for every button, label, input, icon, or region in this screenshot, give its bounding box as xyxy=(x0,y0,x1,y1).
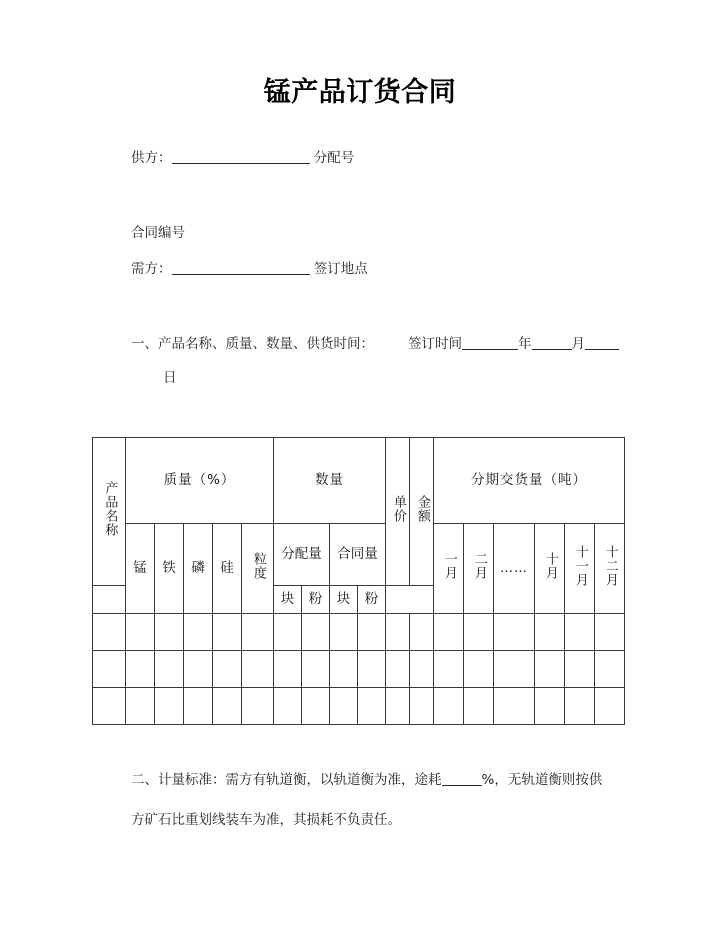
cell[interactable] xyxy=(595,614,625,651)
cell[interactable] xyxy=(274,651,302,688)
header-allocation-lump: 块 xyxy=(274,586,302,614)
cell[interactable] xyxy=(386,688,410,725)
cell[interactable] xyxy=(93,614,126,651)
cell[interactable] xyxy=(213,614,242,651)
section-two-text-b: %，无轨道衡则按供 xyxy=(481,772,603,788)
cell[interactable] xyxy=(330,651,358,688)
header-quality-fe: 铁 xyxy=(155,524,184,614)
cell[interactable] xyxy=(184,688,213,725)
buyer-line xyxy=(131,258,368,280)
header-month-2: 二月 xyxy=(464,524,494,614)
cell[interactable] xyxy=(274,614,302,651)
header-unit-price: 单价 xyxy=(386,438,410,586)
contract-number-line xyxy=(131,222,185,244)
buyer-input-blank[interactable] xyxy=(172,260,310,275)
cell[interactable] xyxy=(494,688,535,725)
table-row[interactable] xyxy=(93,614,625,651)
cell[interactable] xyxy=(410,688,434,725)
cell[interactable] xyxy=(494,651,535,688)
transit-loss-blank[interactable] xyxy=(442,771,482,786)
contract-table xyxy=(92,437,625,725)
supplier-label: 供方： xyxy=(131,150,172,166)
cell[interactable] xyxy=(535,651,565,688)
header-quality-granularity: 粒度 xyxy=(242,524,274,614)
cell[interactable] xyxy=(494,614,535,651)
cell[interactable] xyxy=(358,614,386,651)
cell[interactable] xyxy=(434,651,464,688)
header-quality-si: 硅 xyxy=(213,524,242,614)
allocation-number-label: 分配号 xyxy=(313,150,355,166)
header-quality-mn: 锰 xyxy=(126,524,155,614)
header-contract-quantity: 合同量 xyxy=(330,524,386,586)
header-month-ellipsis: …… xyxy=(494,524,535,614)
cell[interactable] xyxy=(410,614,434,651)
header-amount: 金额 xyxy=(410,438,434,586)
cell[interactable] xyxy=(242,614,274,651)
cell[interactable] xyxy=(565,688,595,725)
cell[interactable] xyxy=(464,614,494,651)
cell[interactable] xyxy=(126,614,155,651)
cell[interactable] xyxy=(386,614,410,651)
signing-day-blank[interactable] xyxy=(585,335,619,350)
table-header-sub-row xyxy=(93,524,625,586)
cell[interactable] xyxy=(302,688,330,725)
header-allocation-powder: 粉 xyxy=(302,586,330,614)
header-quantity: 数量 xyxy=(274,438,386,524)
section-two-line-2 xyxy=(131,804,401,836)
cell[interactable] xyxy=(155,614,184,651)
cell[interactable] xyxy=(358,651,386,688)
signing-year-blank[interactable] xyxy=(462,335,518,350)
header-product-name: 产品名称 xyxy=(93,438,126,586)
cell[interactable] xyxy=(535,614,565,651)
signing-month-blank[interactable] xyxy=(532,335,572,350)
day-label: 日 xyxy=(163,370,177,386)
cell[interactable] xyxy=(434,688,464,725)
cell[interactable] xyxy=(242,651,274,688)
cell[interactable] xyxy=(410,651,434,688)
cell[interactable] xyxy=(126,651,155,688)
section-one-heading-line xyxy=(131,333,619,355)
cell[interactable] xyxy=(93,651,126,688)
table-header-group-row xyxy=(93,438,625,524)
contract-number-label: 合同编号 xyxy=(131,225,185,241)
cell[interactable] xyxy=(330,614,358,651)
supplier-line xyxy=(131,147,354,169)
cell[interactable] xyxy=(595,688,625,725)
cell[interactable] xyxy=(242,688,274,725)
cell[interactable] xyxy=(155,651,184,688)
cell[interactable] xyxy=(464,688,494,725)
section-two-text-c: 方矿石比重划线装车为准，其损耗不负责任。 xyxy=(131,812,401,828)
cell[interactable] xyxy=(302,614,330,651)
supplier-input-blank[interactable] xyxy=(172,149,310,164)
contract-table-wrapper xyxy=(92,437,625,725)
signing-place-label: 签订地点 xyxy=(313,261,368,277)
month-label: 月 xyxy=(571,336,585,352)
cell[interactable] xyxy=(565,614,595,651)
section-one-heading: 一、产品名称、质量、数量、供货时间： xyxy=(131,336,374,352)
cell[interactable] xyxy=(184,614,213,651)
header-quality: 质量（%） xyxy=(126,438,274,524)
cell[interactable] xyxy=(535,688,565,725)
header-month-10: 十月 xyxy=(535,524,565,614)
cell[interactable] xyxy=(358,688,386,725)
cell[interactable] xyxy=(93,688,126,725)
cell[interactable] xyxy=(302,651,330,688)
cell[interactable] xyxy=(386,651,410,688)
cell[interactable] xyxy=(434,614,464,651)
header-month-11: 十一月 xyxy=(565,524,595,614)
cell[interactable] xyxy=(184,651,213,688)
header-quality-p: 磷 xyxy=(184,524,213,614)
header-contract-lump: 块 xyxy=(330,586,358,614)
cell[interactable] xyxy=(565,651,595,688)
buyer-label: 需方： xyxy=(131,261,172,277)
signing-time-label: 签订时间 xyxy=(408,336,462,352)
section-two-line-1 xyxy=(131,764,602,796)
header-staged-delivery: 分期交货量（吨） xyxy=(434,438,625,524)
cell[interactable] xyxy=(464,651,494,688)
header-allocation-quantity: 分配量 xyxy=(274,524,330,586)
header-month-12: 十二月 xyxy=(595,524,625,614)
cell[interactable] xyxy=(155,688,184,725)
cell[interactable] xyxy=(330,688,358,725)
page-title: 锰产品订货合同 xyxy=(263,77,457,108)
cell[interactable] xyxy=(213,688,242,725)
table-row[interactable] xyxy=(93,688,625,725)
table-row[interactable] xyxy=(93,651,625,688)
section-one-day-line xyxy=(163,367,177,389)
cell[interactable] xyxy=(274,688,302,725)
cell[interactable] xyxy=(213,651,242,688)
year-label: 年 xyxy=(518,336,532,352)
section-two-text-a: 二、计量标准：需方有轨道衡，以轨道衡为准，途耗 xyxy=(131,772,442,788)
cell[interactable] xyxy=(595,651,625,688)
cell[interactable] xyxy=(126,688,155,725)
header-empty-product-name-cell xyxy=(93,586,126,614)
header-contract-powder: 粉 xyxy=(358,586,386,614)
header-month-1: 一月 xyxy=(434,524,464,614)
